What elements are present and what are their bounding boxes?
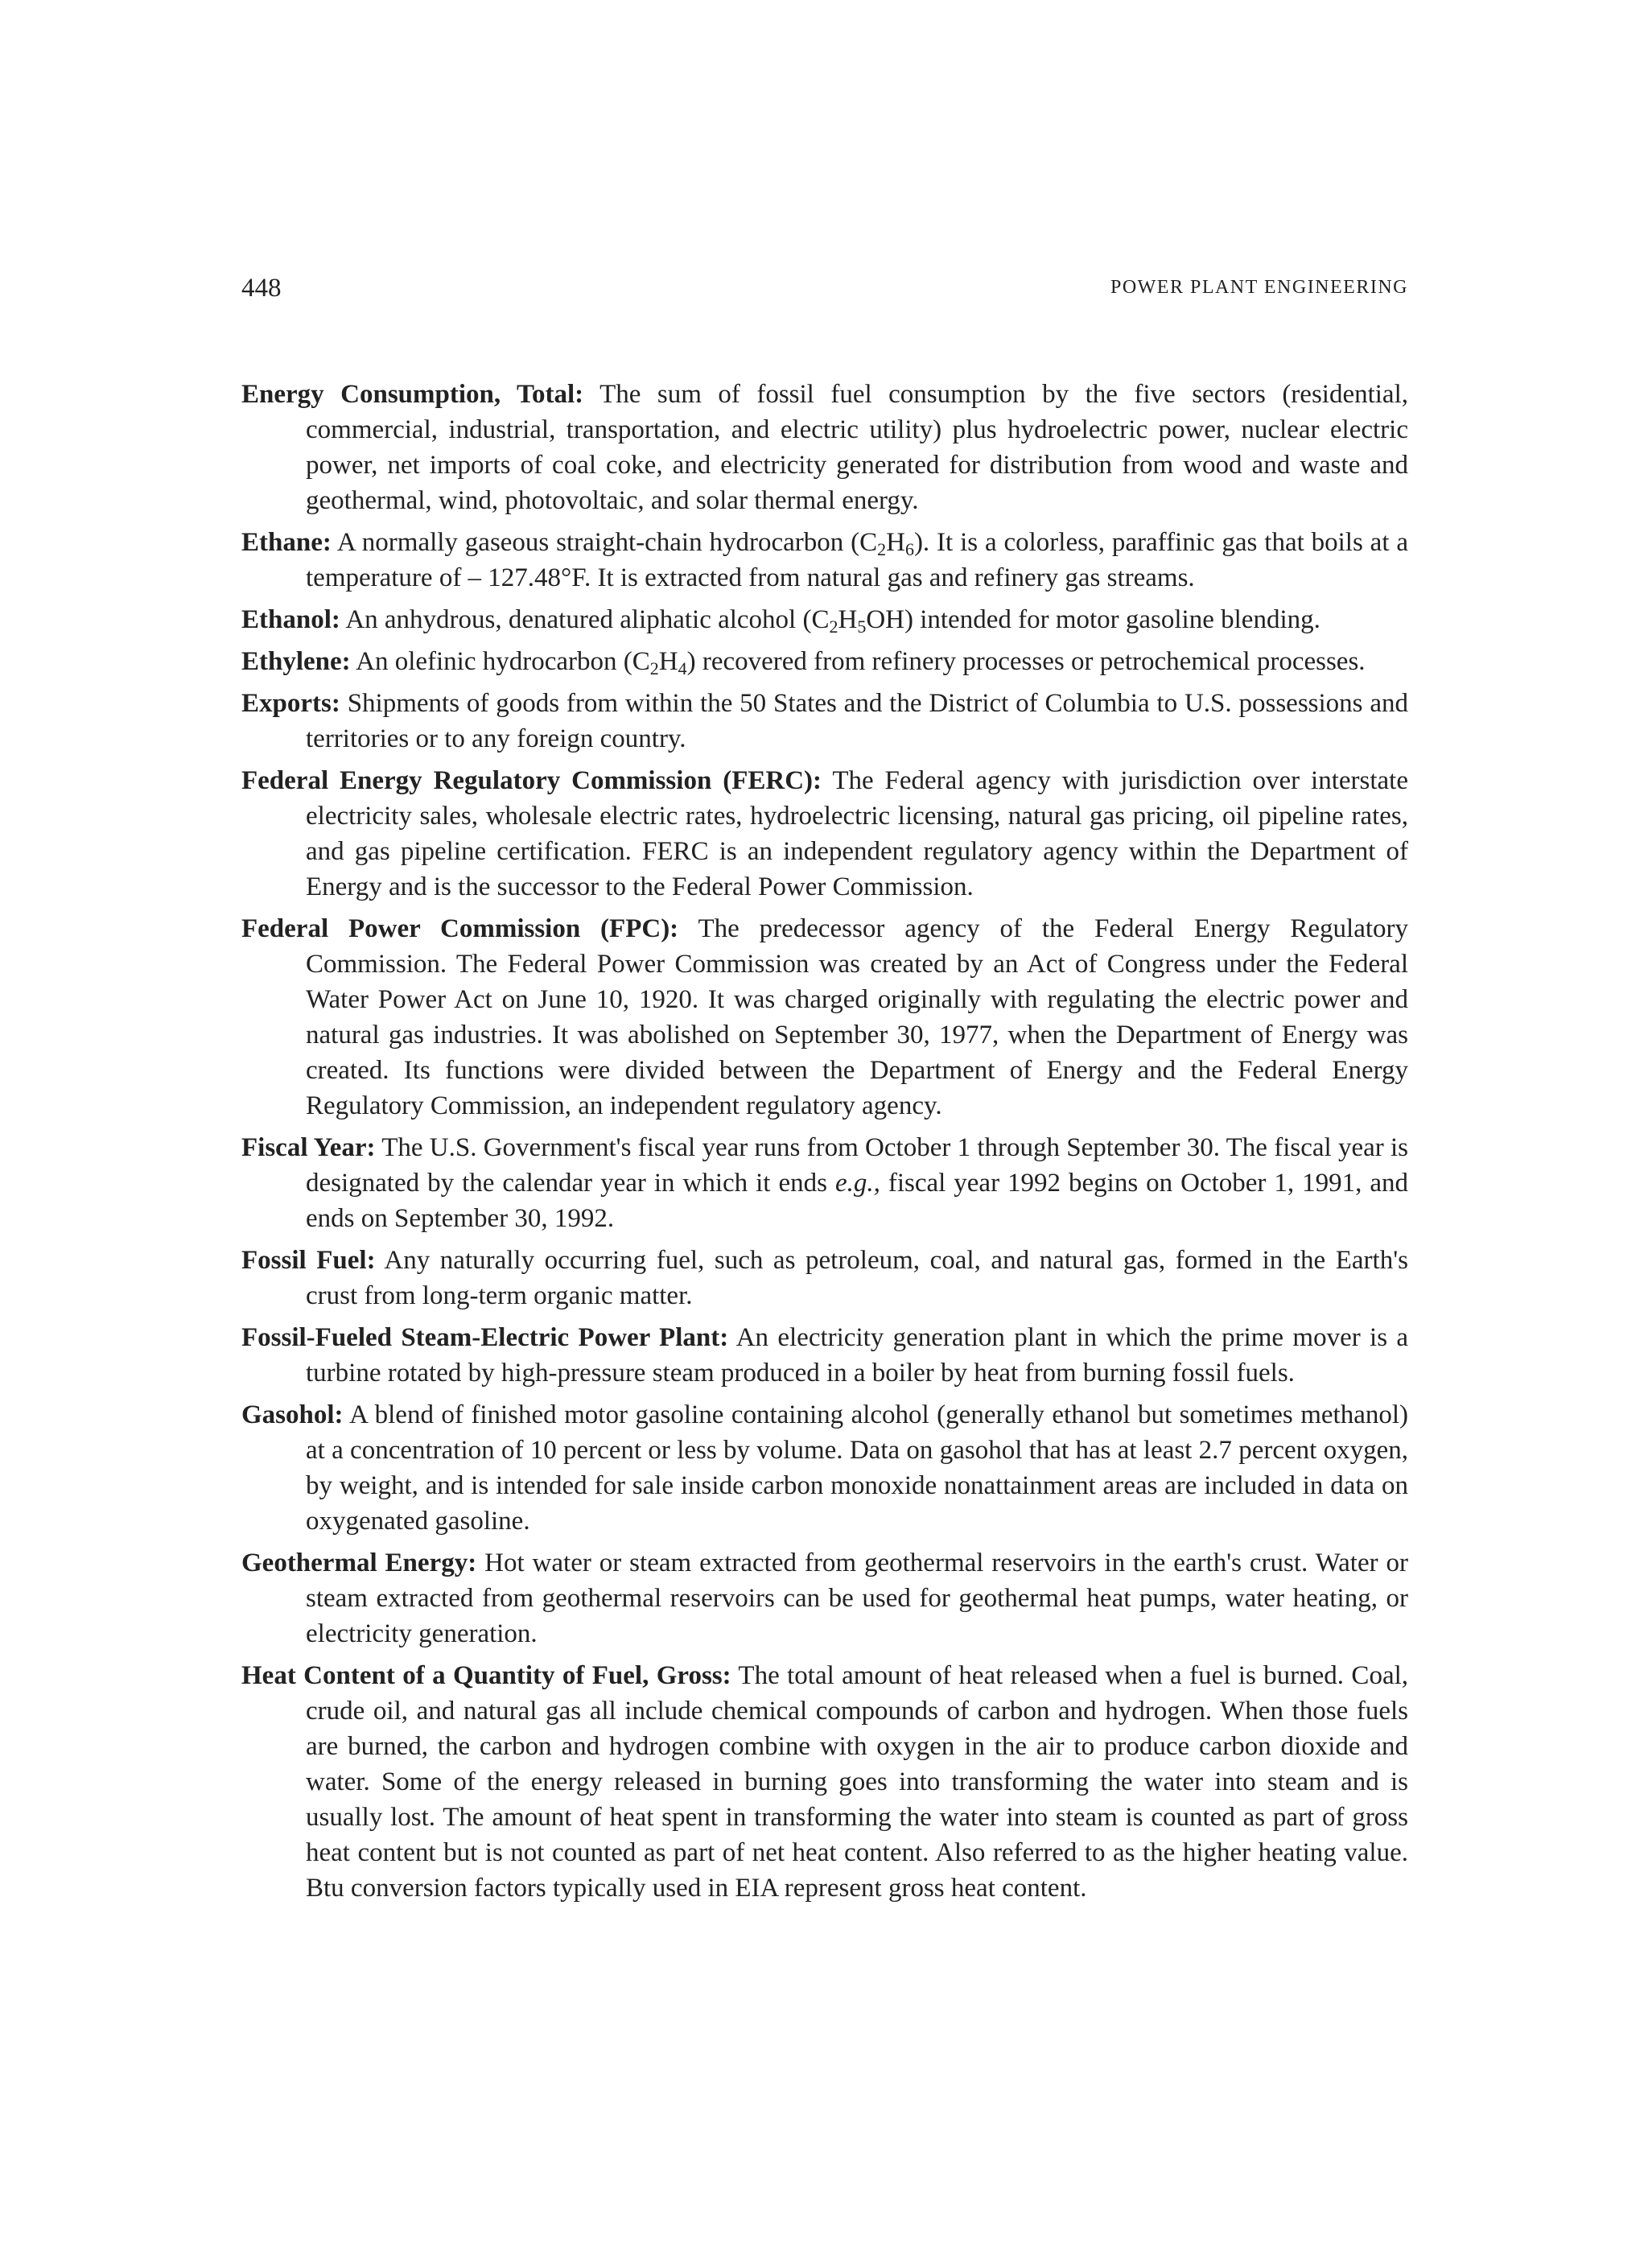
entry-term: Geothermal Energy: <box>241 1548 477 1577</box>
entry-definition: A blend of finished motor gasoline containing alcohol (generally ethanol but sometimes methanol) at a concentration of 10 percent or less by volume. Data on gasohol that has at least 2.7 percent oxygen, by weight, and is intended for sale inside carbon monoxide nonattainment areas are included in data on oxygenated gasoline. <box>306 1400 1408 1536</box>
entry-term: Fossil Fuel: <box>241 1246 376 1275</box>
formula-subscript: 2 <box>829 616 838 637</box>
entry-definition: The Federal agency with jurisdiction over interstate electricity sales, wholesale electric rates, hydroelectric licensing, natural gas pricing, oil pipeline rates, and gas pipeline certification. FERC is an independent regulatory agency within the Department of Energy and is the successor to the Federal Power Commission. <box>306 766 1409 901</box>
glossary-entry-ferc <box>241 763 1408 905</box>
entry-term: Gasohol: <box>241 1400 344 1429</box>
entry-definition-italic: e.g., <box>834 1169 880 1198</box>
entry-definition: The predecessor agency of the Federal Energy Regulatory Commission. The Federal Power Commission was created by an Act of Congress under the Federal Water Power Act on June 10, 1920. It was charged originally with regulating the electric power and natural gas industries. It was abolished on September 30, 1977, when the Department of Energy was created. Its functions were divided between the Department of Energy and the Federal Energy Regulatory Commission, an independent regulatory agency. <box>306 914 1408 1120</box>
formula-subscript: 6 <box>904 539 914 559</box>
glossary-entries <box>241 377 1408 1912</box>
entry-definition: The total amount of heat released when a fuel is burned. Coal, crude oil, and natural gas all include chemical compounds of carbon and hydrogen. When those fuels are burned, the carbon and hydrogen combine with oxygen in the air to produce carbon dioxide and water. Some of the energy released in burning goes into transforming the water into steam and is usually lost. The amount of heat spent in transforming the water into steam is counted as part of gross heat content but is not counted as part of net heat content. Also referred to as the higher heating value. Btu conversion factors typically used in EIA represent gross heat content. <box>306 1661 1409 1903</box>
formula-subscript: 2 <box>649 658 659 678</box>
running-head: POWER PLANT ENGINEERING <box>1110 277 1408 298</box>
glossary-entry-fiscal-year <box>241 1130 1408 1236</box>
glossary-entry-energy-consumption <box>241 377 1408 518</box>
entry-definition-part: An olefinic hydrocarbon (C <box>356 647 650 676</box>
entry-definition: An electricity generation plant in which the prime mover is a turbine rotated by high-pressure steam produced in a boiler by heat from burning fossil fuels. <box>306 1323 1409 1388</box>
glossary-entry-ethylene <box>241 644 1408 679</box>
glossary-entry-fossil-fueled-plant <box>241 1320 1408 1391</box>
glossary-entry-ethane <box>241 525 1408 596</box>
entry-term: Ethylene: <box>241 647 351 676</box>
entry-definition: The sum of fossil fuel consumption by the five sectors (residential, commercial, industrial, transportation, and electric utility) plus hydroelectric power, nuclear electric power, net imports of coal coke, and electricity generated for distribution from wood and waste and geothermal, wind, photovoltaic, and solar thermal energy. <box>306 380 1408 515</box>
glossary-entry-ethanol <box>241 602 1408 637</box>
entry-term: Fiscal Year: <box>241 1133 376 1162</box>
entry-term: Ethanol: <box>241 605 340 634</box>
formula-subscript: 5 <box>857 616 867 637</box>
entry-definition-part: A normally gaseous straight-chain hydrocarbon (C <box>336 528 878 557</box>
glossary-entry-exports <box>241 686 1408 757</box>
entry-term: Federal Energy Regulatory Commission (FERC): <box>241 766 822 795</box>
entry-definition: Shipments of goods from within the 50 States and the District of Columbia to U.S. possessions and territories or to any foreign country. <box>306 689 1408 753</box>
entry-term: Heat Content of a Quantity of Fuel, Gross: <box>241 1661 731 1690</box>
page-header <box>241 274 1408 309</box>
entry-definition-part: An anhydrous, denatured aliphatic alcohol (C <box>345 605 830 634</box>
glossary-entry-fossil-fuel <box>241 1243 1408 1313</box>
glossary-entry-fpc <box>241 911 1408 1124</box>
entry-term: Ethane: <box>241 528 332 557</box>
entry-definition-part: fiscal year 1992 begins on October 1, 1991, and ends on September 30, 1992. <box>306 1169 1409 1233</box>
entry-term: Federal Power Commission (FPC): <box>241 914 679 943</box>
glossary-entry-gasohol <box>241 1397 1408 1539</box>
entry-term: Fossil-Fueled Steam-Electric Power Plant: <box>241 1323 729 1352</box>
entry-definition: Any naturally occurring fuel, such as petroleum, coal, and natural gas, formed in the Earth's crust from long-term organic matter. <box>306 1246 1408 1310</box>
entry-term: Energy Consumption, Total: <box>241 380 584 409</box>
entry-definition-part: OH) intended for motor gasoline blending. <box>866 605 1320 634</box>
glossary-entry-geothermal-energy <box>241 1545 1408 1652</box>
entry-definition-part: ) recovered from refinery processes or petrochemical processes. <box>686 647 1366 676</box>
formula-subscript: 4 <box>678 658 687 678</box>
page-number: 448 <box>241 274 282 303</box>
entry-definition: Hot water or steam extracted from geothermal reservoirs in the earth's crust. Water or steam extracted from geothermal reservoirs can be used for geothermal heat pumps, water heating, or electricity generation. <box>306 1548 1409 1648</box>
entry-definition-part: H <box>838 605 858 634</box>
entry-definition-part: H <box>886 528 905 557</box>
entry-definition-part: H <box>658 647 678 676</box>
entry-definition-part: The U.S. Government's fiscal year runs from October 1 through September 30. The fiscal year is designated by the calendar year in which it ends <box>306 1133 1409 1198</box>
entry-term: Exports: <box>241 689 340 718</box>
glossary-entry-heat-content-gross <box>241 1658 1408 1906</box>
formula-subscript: 2 <box>877 539 887 559</box>
entry-definition-part: ). It is a colorless, paraffinic gas that boils at a temperature of – 127.48°F. It is extracted from natural gas and refinery gas streams. <box>306 528 1409 592</box>
